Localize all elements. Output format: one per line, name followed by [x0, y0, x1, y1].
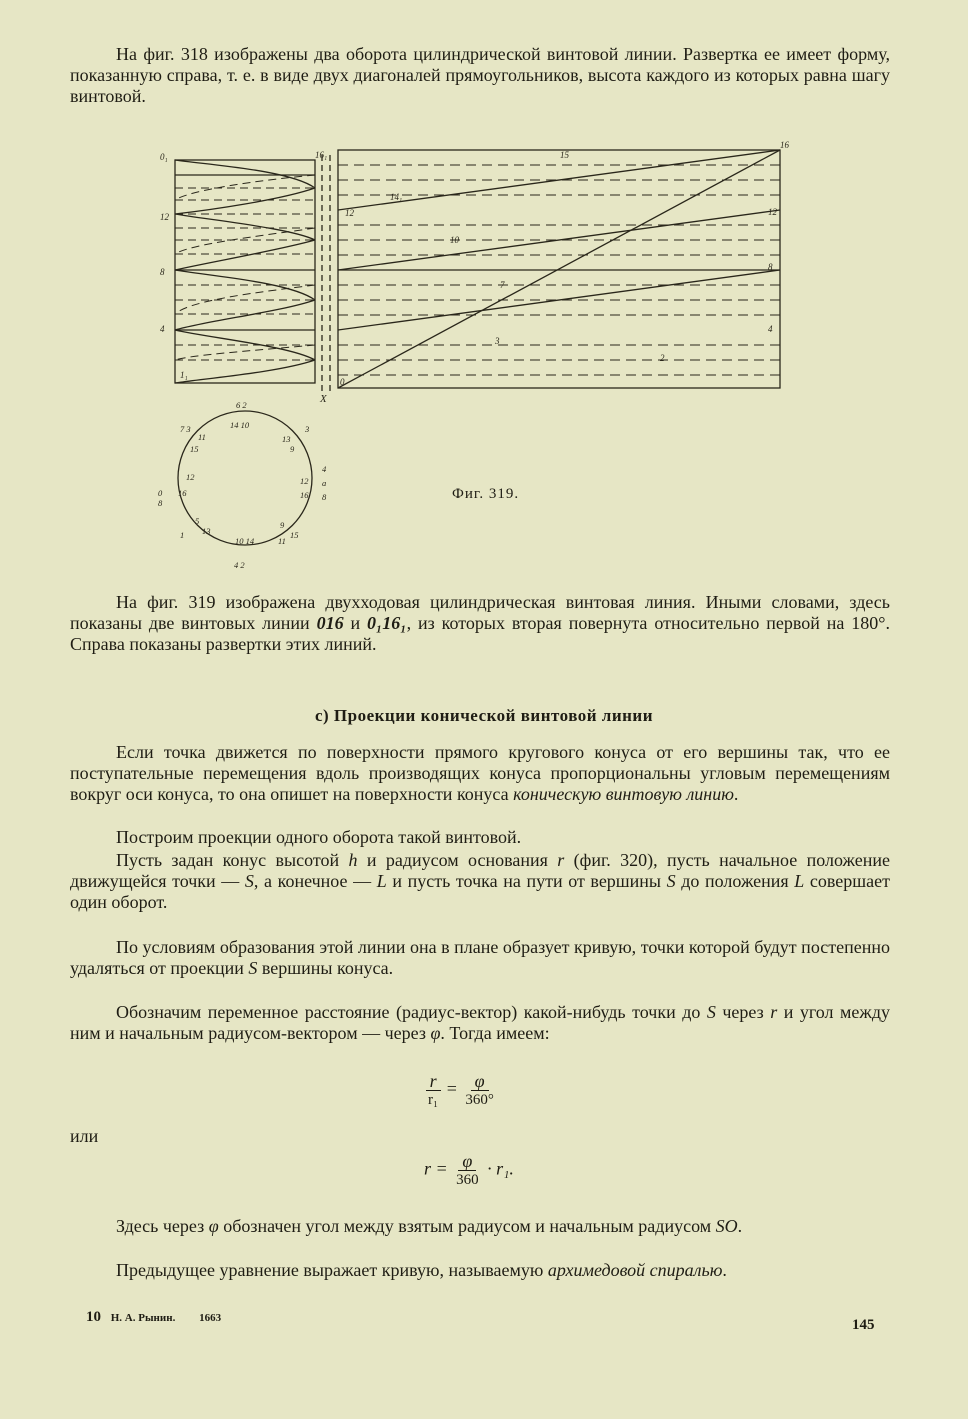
svg-text:7 3: 7 3 — [180, 424, 191, 434]
label-0: 0 — [340, 377, 345, 387]
svg-text:8: 8 — [322, 492, 327, 502]
label-12-right: 12 — [768, 207, 777, 217]
footer-code: 1663 — [199, 1312, 222, 1324]
label-16: 16 — [780, 140, 789, 150]
svg-text:4: 4 — [322, 464, 327, 474]
svg-text:14 10: 14 10 — [230, 420, 250, 430]
svg-text:12: 12 — [300, 476, 309, 486]
footer-author: Н. А. Рынин. — [110, 1312, 176, 1324]
svg-text:4 2: 4 2 — [234, 560, 245, 570]
label-3: 3 — [495, 336, 500, 346]
paragraph-definition: Если точка движется по поверхности прямого кругового конуса от его вершины так, что ее поступательные перемещения вдоль производящих конуса пропорциональны угловым перемещениям вокруг оси конуса, то она опишет на поверхности конуса коническую винтовую линию. — [70, 742, 890, 804]
formula-ratio: $\frac{r}{\text{r₁}}$ = $\frac{\varphi}{360^\circ}$ — [424, 1072, 498, 1109]
development — [338, 150, 780, 388]
footer-signature — [86, 1309, 221, 1326]
label-15: 15 — [560, 150, 569, 160]
label-14-1: 14₁ — [390, 192, 403, 202]
label-4: 4 — [768, 324, 773, 334]
svg-text:16: 16 — [300, 490, 309, 500]
paragraph-cone: Пусть задан конус высотой h и радиусом основания r (фиг. 320), пусть начальное положение движущейся точки — S, а конечное — L и пусть точка на пути от вершины S до положения L совершает один оборот. — [70, 850, 891, 912]
paragraph-spiral: Предыдущее уравнение выражает кривую, называемую архимедовой спиралью. — [116, 1260, 727, 1280]
svg-text:5: 5 — [195, 516, 200, 526]
label-x: X — [320, 393, 327, 405]
label-8-left: 8 — [160, 267, 165, 277]
paragraph-text: На фиг. 318 изображены два оборота цилиндрической винтовой линии. Развертка ее имеет форму, показанную справа, т. е. в виде двух диагоналей прямоугольников, высота каждого из которых равна шагу винтовой. — [70, 44, 890, 106]
label-12-left: 12 — [160, 212, 169, 222]
svg-text:16: 16 — [178, 488, 187, 498]
svg-text:11: 11 — [198, 432, 206, 442]
svg-text:15: 15 — [290, 530, 299, 540]
svg-text:9: 9 — [280, 520, 285, 530]
label-8: 8 — [768, 262, 773, 272]
label-12: 12 — [345, 208, 354, 218]
figure-319 — [150, 140, 800, 575]
svg-text:9: 9 — [290, 444, 295, 454]
page-number: 145 — [852, 1317, 875, 1333]
paragraph-angle: Здесь через φ обозначен угол между взятым радиусом и начальным радиусом SO. — [116, 1216, 743, 1236]
svg-text:0: 0 — [158, 488, 163, 498]
svg-text:15: 15 — [190, 444, 199, 454]
svg-text:1: 1 — [180, 530, 185, 540]
formula-spiral: r = $\frac{\varphi}{360}$ · r₁. — [424, 1151, 514, 1188]
left-projection — [175, 155, 330, 395]
svg-text:10 14: 10 14 — [235, 536, 255, 546]
label-7: 7 — [500, 280, 505, 290]
section-heading: с) Проекции конической винтовой линии — [314, 706, 654, 725]
paragraph-construct: Построим проекции одного оборота такой винтовой. — [116, 827, 522, 847]
paragraph-plan: По условиям образования этой линии она в плане образует кривую, точки которой будут постепенно удаляться от проекции S вершины конуса. — [70, 937, 890, 978]
word-or: или — [70, 1126, 99, 1146]
label-1-1: 1₁ — [180, 370, 188, 380]
figure-caption: Фиг. 319. — [452, 486, 520, 502]
svg-text:11: 11 — [278, 536, 286, 546]
label-16-1: 16₁ — [315, 150, 328, 160]
plan-view-circle — [158, 400, 327, 570]
svg-text:13: 13 — [282, 434, 291, 444]
svg-text:12: 12 — [186, 472, 195, 482]
label-4-left: 4 — [160, 324, 165, 334]
svg-text:6 2: 6 2 — [236, 400, 247, 410]
paragraph-radius: Обозначим переменное расстояние (радиус-вектор) какой-нибудь точки до S через r и угол между ним и начальным радиусом-вектором — через φ. Тогда имеем: — [70, 1002, 890, 1043]
svg-text:a: a — [322, 478, 327, 488]
paragraph-fig319: На фиг. 319 изображена двухходовая цилиндрическая винтовая линия. Иными словами, здесь показаны две винтовых линии 016 и 0₁16₁, из которых вторая повернута относительно первой на 180°. Справа показаны развертки этих линий. — [70, 592, 890, 654]
svg-text:3: 3 — [305, 424, 310, 434]
paragraph-fig318 — [70, 44, 890, 107]
label-10: 10 — [450, 235, 459, 245]
signature-number: 10 — [86, 1309, 101, 1325]
label-2: 2 — [660, 353, 665, 363]
svg-text:8: 8 — [158, 498, 163, 508]
svg-text:13: 13 — [202, 526, 211, 536]
label-0-1-left: 0₁ — [160, 152, 168, 162]
